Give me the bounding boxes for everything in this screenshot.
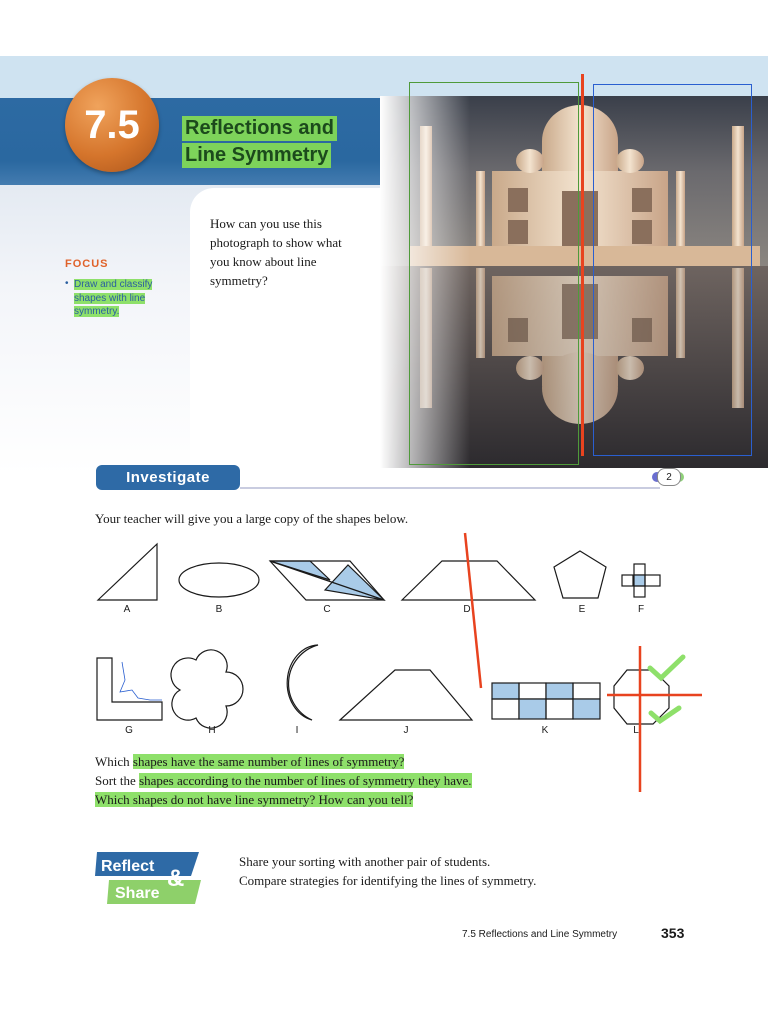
share-word: Share — [115, 885, 160, 902]
shape-label-l: L — [633, 725, 639, 736]
question-1-lead: Which — [95, 754, 133, 769]
shape-f-plus-tiles — [622, 564, 660, 597]
annotation-red-symmetry-line — [581, 74, 584, 456]
question-2-highlight: shapes according to the number of lines of symmetry they have. — [139, 773, 472, 788]
focus-bullet: • — [65, 278, 69, 289]
shape-label-c: C — [323, 604, 331, 615]
reflect-word: Reflect — [101, 858, 155, 875]
shape-label-e: E — [578, 604, 586, 615]
reflect-share-badge — [95, 850, 205, 908]
focus-objective — [74, 278, 184, 319]
question-3-highlight: Which shapes do not have line symmetry? How can you tell? — [95, 792, 414, 807]
shape-a-triangle — [98, 544, 157, 600]
shape-g-scribble — [120, 662, 162, 700]
question-1 — [95, 752, 404, 771]
investigate-rule — [240, 487, 660, 489]
annotation-green-box — [409, 82, 579, 465]
question-2 — [95, 771, 472, 790]
shape-label-j: J — [403, 725, 409, 736]
instruction-text: Your teacher will give you a large copy of the shapes below. — [95, 511, 409, 526]
check-icon — [650, 657, 683, 678]
focus-label: FOCUS — [65, 258, 109, 270]
ampersand: & — [167, 865, 185, 892]
reflect-share-line1: Share your sorting with another pair of students. — [239, 854, 491, 869]
reflect-share-line2: Compare strategies for identifying the lines of symmetry. — [239, 873, 537, 888]
reflect-share-text — [239, 852, 536, 890]
question-2-lead: Sort the — [95, 773, 140, 788]
shape-j-trapezoid — [340, 670, 472, 720]
annotation-blue-box — [593, 84, 752, 456]
question-3 — [95, 790, 413, 809]
shape-label-d: D — [463, 604, 471, 615]
shape-g-l-shape — [97, 658, 162, 720]
shape-c-parallelogram — [270, 561, 384, 600]
shape-label-h: H — [208, 725, 216, 736]
page-number: 353 — [661, 925, 685, 941]
shape-label-i: I — [295, 725, 299, 736]
focus-objective-text: Draw and classify shapes with line symmetry. — [74, 279, 153, 317]
question-1-highlight: shapes have the same number of lines of symmetry? — [132, 754, 405, 769]
shape-e-pentagon — [554, 551, 606, 598]
lesson-title-line1: Reflections and — [182, 116, 337, 141]
shape-k-grid — [492, 683, 600, 719]
investigate-tab: Investigate — [96, 465, 240, 490]
group-size-badge: 2 — [657, 468, 681, 486]
check-icon — [651, 708, 679, 721]
shape-label-g: G — [125, 725, 133, 736]
lesson-title-line2: Line Symmetry — [182, 143, 331, 168]
shape-label-f: F — [637, 604, 645, 615]
shape-label-a: A — [123, 604, 131, 615]
footer-section: 7.5 Reflections and Line Symmetry — [462, 929, 618, 940]
opening-question: How can you use this photograph to show what you know about line symmetry? — [210, 216, 342, 288]
shape-h-quatrefoil — [171, 650, 243, 728]
shape-i-crescent — [287, 645, 318, 720]
shape-b-ellipse — [179, 563, 259, 597]
lesson-number-badge: 7.5 — [65, 78, 159, 172]
shape-label-b: B — [215, 604, 223, 615]
shape-label-k: K — [541, 725, 549, 736]
